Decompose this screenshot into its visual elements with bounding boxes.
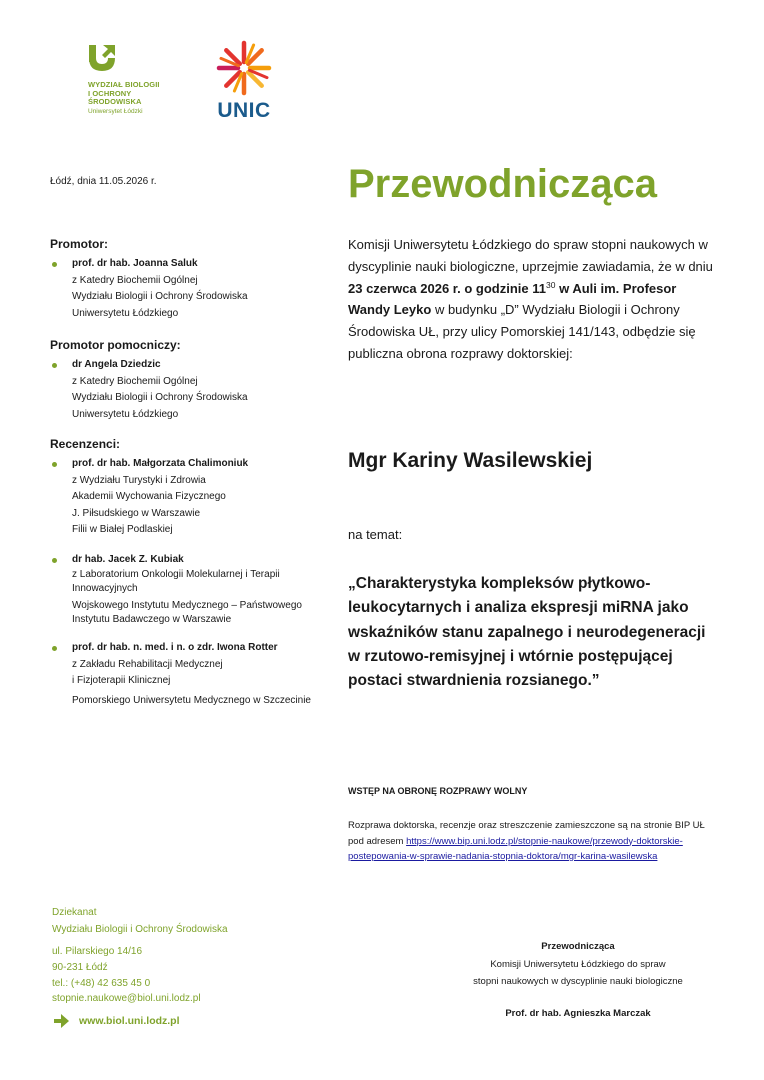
topic-label: na temat:	[348, 527, 403, 542]
signature-block	[400, 938, 756, 1022]
reviewer-name: prof. dr hab. n. med. i n. o zdr. Iwona Rotter	[72, 642, 278, 653]
person-affiliation: Wojskowego Instytutu Medycznego – Państwowego Instytutu Badawczego w Warszawie	[72, 600, 302, 625]
bullet-icon	[52, 462, 57, 467]
faculty-logo-university: Uniwersytet Łódzki	[88, 107, 143, 115]
person-affiliation: z Katedry Biochemii Ogólnej	[72, 375, 198, 387]
reviewers-section	[50, 436, 330, 709]
promotor-pom-name: dr Angela Dziedzic	[72, 359, 161, 370]
dean-office-faculty: Wydziału Biologii i Ochrony Środowiska	[52, 924, 228, 935]
person-affiliation: z Zakładu Rehabilitacji Medycznej	[72, 658, 223, 670]
faculty-logo	[88, 44, 188, 115]
email-address[interactable]: stopnie.naukowe@biol.uni.lodz.pl	[52, 993, 201, 1005]
signature-name: Prof. dr hab. Agnieszka Marczak	[505, 1007, 651, 1019]
defense-place: w Auli im. Profesor Wandy Leyko	[348, 280, 677, 318]
person-affiliation: Akademii Wychowania Fizycznego	[72, 491, 226, 502]
page-title: Przewodnicząca	[348, 162, 658, 206]
promotor-heading: Promotor:	[50, 237, 108, 251]
unic-logo-text: UNIC	[217, 99, 271, 122]
documents-note-text: Rozprawa doktorska, recenzje oraz streszczenie zamieszczone są na stronie BIP UŁ pod adresem	[348, 820, 705, 847]
promotor-name: prof. dr hab. Joanna Saluk	[72, 258, 198, 269]
faculty-logo-line1: WYDZIAŁ BIOLOGII	[88, 80, 160, 89]
unic-star-icon	[216, 40, 272, 96]
faculty-logo-line3: ŚRODOWISKA	[88, 97, 142, 106]
candidate-name: Mgr Kariny Wasilewskiej	[348, 449, 593, 472]
promotor-pom-section	[50, 337, 330, 423]
bullet-icon	[52, 646, 57, 651]
person-affiliation: Pomorskiego Uniwersytetu Medycznego w Szczecinie	[72, 694, 311, 706]
person-affiliation: Wydziału Biologii i Ochrony Środowiska	[72, 291, 248, 302]
person-affiliation: Filii w Białej Podlaskiej	[72, 524, 173, 535]
defense-datetime: 23 czerwca 2026 r. o godzinie 11	[348, 280, 546, 296]
bullet-icon	[52, 558, 57, 563]
reviewer-entry	[50, 640, 330, 709]
announcement-part2: w budynku „D” Wydziału Biologii i Ochrony Środowiska UŁ, przy ulicy Pomorskiej 141/143, odbędzie się publiczna obrona rozprawy doktorskiej:	[348, 302, 696, 361]
promotor-pom-heading: Promotor pomocniczy:	[50, 338, 181, 352]
unic-logo	[214, 40, 274, 123]
promotor-pom-entry	[50, 357, 330, 423]
person-affiliation: z Wydziału Turystyki i Zdrowia	[72, 474, 206, 486]
signature-line1: Komisji Uniwersytetu Łódzkiego do spraw	[490, 958, 666, 970]
announcement-text	[348, 234, 718, 365]
promotor-section	[50, 236, 330, 322]
documents-note	[348, 818, 720, 865]
dean-office-title: Dziekanat	[52, 907, 97, 918]
promotor-entry	[50, 256, 330, 322]
bip-link[interactable]: https://www.bip.uni.lodz.pl/stopnie-naukowe/przewody-doktorskie-postepowania-w-sprawie-nadania-stopnia-doktora/mgr-karina-wasilewska	[348, 835, 683, 862]
person-affiliation: z Katedry Biochemii Ogólnej	[72, 274, 198, 286]
person-affiliation: J. Piłsudskiego w Warszawie	[72, 507, 201, 519]
faculty-u-icon	[88, 44, 116, 72]
document-date: Łódź, dnia 11.05.2026 r.	[50, 176, 157, 187]
contact-address	[52, 944, 201, 1007]
website-link[interactable]	[52, 1012, 180, 1030]
dean-office	[52, 904, 228, 938]
postal-city: 90-231 Łódź	[52, 961, 108, 973]
bullet-icon	[52, 262, 57, 267]
person-affiliation: Uniwersytetu Łódzkiego	[72, 408, 179, 420]
reviewer-name: dr hab. Jacek Z. Kubiak	[72, 553, 184, 565]
phone-number: tel.: (+48) 42 635 45 0	[52, 977, 151, 989]
bullet-icon	[52, 363, 57, 368]
person-affiliation: Wydziału Biologii i Ochrony Środowiska	[72, 392, 248, 403]
person-affiliation: z Laboratorium Onkologii Molekularnej i Terapii Innowacyjnych	[72, 569, 280, 594]
street-address: ul. Pilarskiego 14/16	[52, 946, 143, 957]
reviewer-entry	[50, 456, 330, 539]
reviewers-heading: Recenzenci:	[50, 437, 121, 451]
faculty-logo-line2: I OCHRONY	[88, 88, 132, 98]
announcement-part1: Komisji Uniwersytetu Łódzkiego do spraw stopni naukowych w dyscyplinie nauki biologiczne, uprzejmie zawiadamia, że w dniu	[348, 237, 713, 274]
reviewer-name: prof. dr hab. Małgorzata Chalimoniuk	[72, 458, 249, 469]
arrow-right-icon	[52, 1012, 70, 1030]
signature-line2: stopni naukowych w dyscyplinie nauki biologiczne	[473, 976, 683, 987]
reviewer-entry	[50, 552, 330, 628]
person-affiliation: i Fizjoterapii Klinicznej	[72, 675, 171, 686]
entry-note: WSTĘP NA OBRONĘ ROZPRAWY WOLNY	[348, 786, 528, 796]
person-affiliation: Uniwersytetu Łódzkiego	[72, 307, 179, 319]
thesis-title: „Charakterystyka kompleksów płytkowo-leukocytarnych i analiza ekspresji miRNA jako wskaźników stanu zapalnego i neurodegeneracji w rzutowo-remisyjnej i wtórnie postępującej postaci stwardnienia rozsianego.”	[348, 575, 706, 690]
website-url[interactable]: www.biol.uni.lodz.pl	[79, 1015, 180, 1027]
defense-time-minutes: 30	[546, 279, 556, 290]
signature-role: Przewodnicząca	[541, 941, 615, 952]
